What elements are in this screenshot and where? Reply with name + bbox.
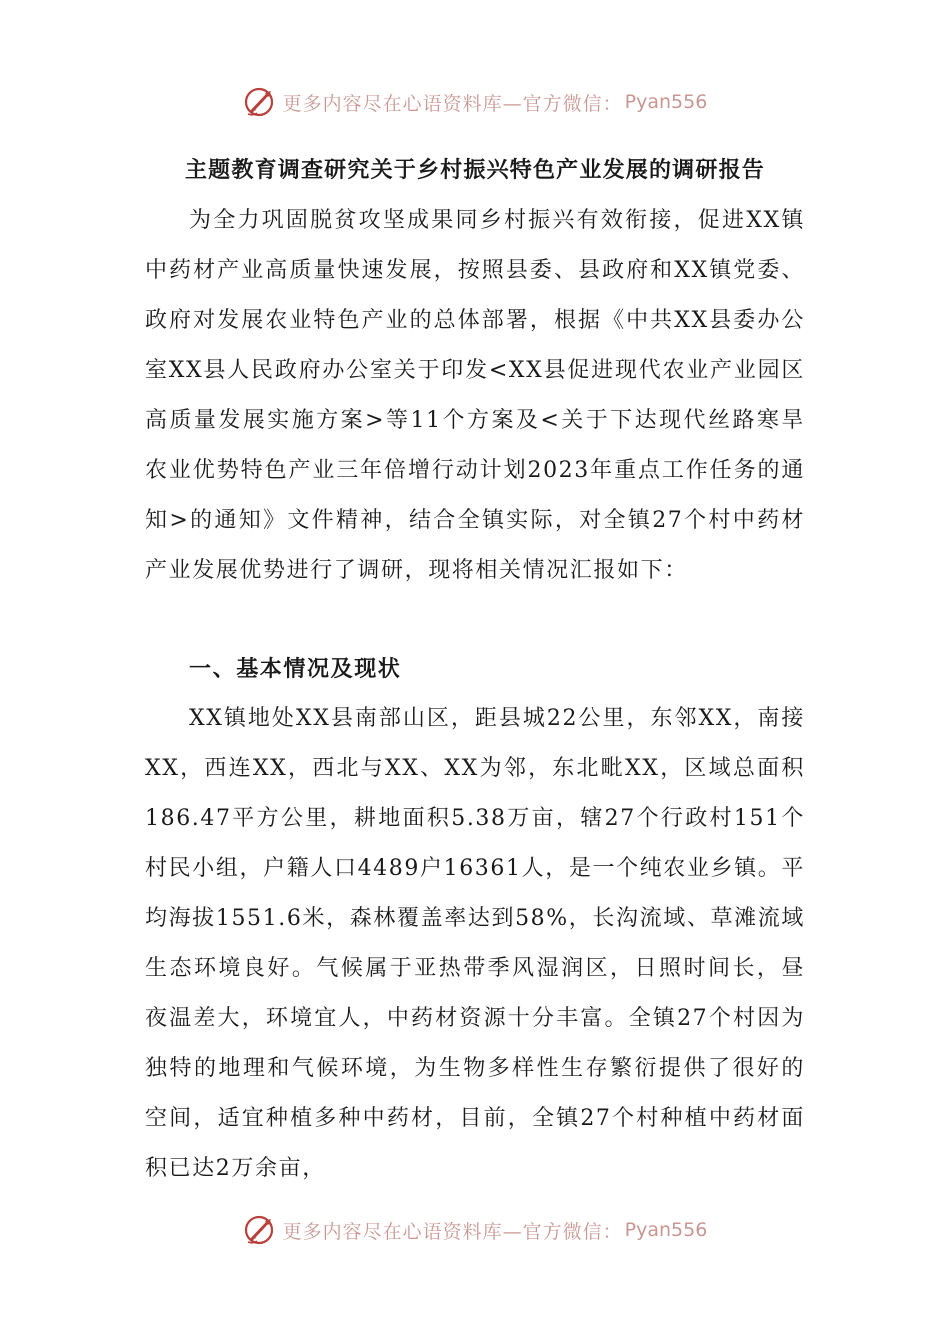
watermark-text: 更多内容尽在心语资料库—官方微信： — [282, 1220, 623, 1243]
watermark-header — [0, 82, 950, 122]
pen-logo-icon — [243, 85, 277, 119]
watermark-brand: Pyan556 — [624, 91, 708, 113]
watermark-brand: Pyan556 — [624, 1219, 708, 1241]
section-heading: 一、基本情况及现状 — [189, 656, 402, 682]
document-title: 主题教育调查研究关于乡村振兴特色产业发展的调研报告 — [184, 157, 765, 183]
pen-logo-icon — [243, 1213, 277, 1247]
watermark-footer — [0, 1210, 950, 1250]
intro-paragraph: 为全力巩固脱贫攻坚成果同乡村振兴有效衔接，促进XX镇中药材产业高质量快速发展，按照县委、县政府和XX镇党委、政府对发展农业特色产业的总体部署，根据《中共XX县委办公室XX县人民政府办公室关于印发<XX县促进现代农业产业园区高质量发展实施方案>等11个方案及<关于下达现代丝路寒旱农业优势特色产业三年倍增行动计划2023年重点工作任务的通知>的通知》文件精神，结合全镇实际，对全镇27个村中药材产业发展优势进行了调研，现将相关情况汇报如下： — [145, 208, 805, 583]
watermark-text: 更多内容尽在心语资料库—官方微信： — [282, 92, 623, 115]
section-body-paragraph: XX镇地处XX县南部山区，距县城22公里，东邻XX，南接XX，西连XX，西北与XX、XX为邻，东北毗XX，区域总面积186.47平方公里，耕地面积5.38万亩，辖27个行政村151个村民小组，户籍人口4489户16361人，是一个纯农业乡镇。平均海拔1551.6米，森林覆盖率达到58%，长沟流域、草滩流域生态环境良好。气候属于亚热带季风湿润区，日照时间长，昼夜温差大，环境宜人，中药材资源十分丰富。全镇27个村因为独特的地理和气候环境，为生物多样性生存繁衍提供了很好的空间，适宜种植多种中药材，目前，全镇27个村种植中药材面积已达2万余亩， — [145, 706, 805, 1181]
